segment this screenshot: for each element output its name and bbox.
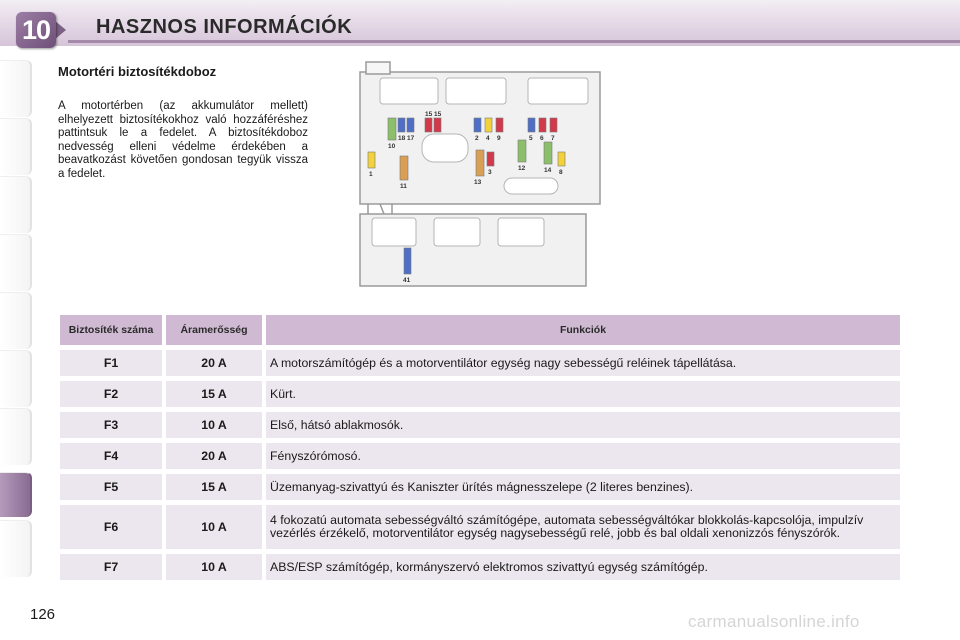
fuse-label: 2 <box>475 135 479 142</box>
fuse-label: 41 <box>403 277 411 284</box>
fuse-label: 6 <box>540 135 544 142</box>
chapter-tab[interactable] <box>0 234 32 291</box>
fuse-label: 4 <box>486 135 490 142</box>
fuse-function: Üzemanyag-szivattyú és Kaniszter ürítés mágnesszelepe (2 literes benzines). <box>266 474 900 500</box>
chapter-tab[interactable] <box>0 118 32 175</box>
fuse-label: 14 <box>544 167 552 174</box>
fuse-number: F7 <box>60 554 162 580</box>
table-row <box>60 350 900 376</box>
fuse-label: 17 <box>407 135 415 142</box>
fuse-label: 15 <box>425 111 433 118</box>
fuse-label: 1 <box>369 171 373 178</box>
table-row <box>60 381 900 407</box>
fuse-label: 11 <box>400 183 407 190</box>
table-header-row <box>60 315 900 345</box>
chapter-tab[interactable] <box>0 520 32 577</box>
fuse-function: Kürt. <box>266 381 900 407</box>
fuse-label: 9 <box>497 135 501 142</box>
column-header-functions: Funkciók <box>266 315 900 345</box>
chapter-tab[interactable] <box>0 176 32 233</box>
fuse-amperage: 15 A <box>166 474 262 500</box>
fuse-amperage: 20 A <box>166 350 262 376</box>
fuse-table <box>56 310 904 585</box>
chapter-tab[interactable] <box>0 60 32 117</box>
fuse-number: F1 <box>60 350 162 376</box>
table-row <box>60 554 900 580</box>
table-row <box>60 443 900 469</box>
table-row <box>60 412 900 438</box>
fuse-label: 18 <box>398 135 406 142</box>
section-body: A motortérben (az akkumulátor mellett) elhelyezett biztosítékokhoz való hozzáféréshez pattintsuk le a fedelet. A biztosítékdoboz nedvesség elleni védelme érdekében a beavatkozást követően gondosan tegyük vissza a fedelet. <box>58 100 308 180</box>
chapter-tab[interactable] <box>0 350 32 407</box>
fuse-number: F5 <box>60 474 162 500</box>
page-title: HASZNOS INFORMÁCIÓK <box>96 16 353 38</box>
fuse-function: Első, hátsó ablakmosók. <box>266 412 900 438</box>
chapter-tab[interactable] <box>0 292 32 349</box>
chapter-tabs <box>0 60 34 580</box>
watermark: carmanualsonline.info <box>688 612 860 631</box>
fuse-label: 3 <box>488 169 492 176</box>
fuse-function: ABS/ESP számítógép, kormányszervó elektromos szivattyú egység számítógép. <box>266 554 900 580</box>
fuse-amperage: 10 A <box>166 505 262 549</box>
table-row <box>60 474 900 500</box>
fuse-number: F2 <box>60 381 162 407</box>
fuse-label: 5 <box>529 135 533 142</box>
fuse-function: Fényszórómosó. <box>266 443 900 469</box>
table-row <box>60 505 900 549</box>
chapter-tab-active[interactable] <box>0 472 32 517</box>
fuse-number: F3 <box>60 412 162 438</box>
fuse-label: 13 <box>474 179 482 186</box>
fuse-amperage: 10 A <box>166 554 262 580</box>
fuse-box-diagram <box>354 60 606 292</box>
column-header-fuse-number: Biztosíték száma <box>60 315 162 345</box>
fuse-number: F4 <box>60 443 162 469</box>
fuse-label: 15 <box>434 111 442 118</box>
fuse-amperage: 20 A <box>166 443 262 469</box>
section-heading: Motortéri biztosítékdoboz <box>58 64 217 79</box>
column-header-amperage: Áramerősség <box>166 315 262 345</box>
fuse-label: 12 <box>518 165 526 172</box>
chapter-badge: 10 <box>16 12 56 48</box>
fuse-amperage: 10 A <box>166 412 262 438</box>
fuse-amperage: 15 A <box>166 381 262 407</box>
page-number: 126 <box>30 606 56 623</box>
chapter-tab[interactable] <box>0 408 32 465</box>
fuse-label: 7 <box>551 135 555 142</box>
fuse-label: 8 <box>559 169 563 176</box>
header-divider <box>68 40 960 43</box>
fuse-number: F6 <box>60 505 162 549</box>
fuse-function: 4 fokozatú automata sebességváltó számítógépe, automata sebességváltókar blokkolás-kapcsolója, impulzív vezérlés érzékelő, motorventilátor egység nagysebességű relé, jobb és bal oldali xenonizzós fényszórók. <box>266 505 900 549</box>
fuse-label: 10 <box>388 143 396 150</box>
fuse-function: A motorszámítógép és a motorventilátor egység nagy sebességű reléinek tápellátása. <box>266 350 900 376</box>
